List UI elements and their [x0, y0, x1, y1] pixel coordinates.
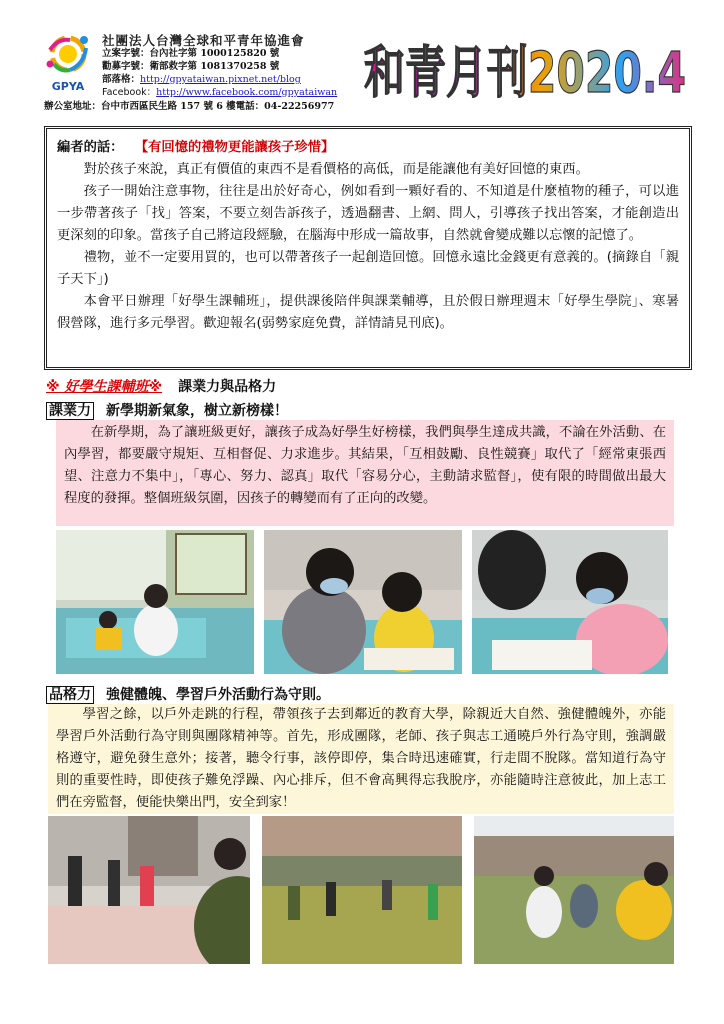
- photo-classroom-2-image: [264, 530, 462, 674]
- character-tag: 品格力: [46, 686, 94, 704]
- photo-outdoor-1-image: [48, 816, 250, 964]
- photo-outdoor-3: [474, 816, 674, 964]
- editor-paragraph: 禮物，並不一定要用買的，也可以帶著孩子一起創造回憶。回憶永遠比金錢更有意義的。(摘錄自「親子天下」): [57, 250, 679, 287]
- section-title: ※ 好學生課輔班※: [46, 379, 163, 395]
- fundraising-line: 勸募字號：衛部救字第 1081370258 號: [102, 61, 280, 72]
- blog-line: 部落格：http://gpyataiwan.pixnet.net/blog: [102, 74, 301, 85]
- character-heading: 強健體魄、學習戶外活動行為守則。: [106, 687, 330, 703]
- editor-note-box: [44, 126, 692, 370]
- academic-heading: 新學期新氣象，樹立新榜樣！: [106, 403, 288, 419]
- office-address: 辦公室地址：台中市西區民生路 157 號 6 樓電話：04-22256977: [44, 101, 335, 112]
- masthead-text: 和青月刊2020.4: [364, 41, 686, 106]
- academic-text-box: [56, 420, 674, 526]
- photo-outdoor-1: [48, 816, 250, 964]
- masthead-title: [360, 32, 690, 106]
- academic-heading-row: [46, 400, 288, 420]
- registration-line: 立案字號：台內社字第 1000125820 號: [102, 48, 280, 59]
- academic-text: 在新學期，為了讓班級更好，讓孩子成為好學生好榜樣，我們與學生達成共識，不論在外活動、在內學習，都要嚴守規矩、互相督促、力求進步。其結果，「互相鼓勵、良性競賽」取代了「經常東張西望、注意力不集中」，「專心、努力、認真」取代「容易分心，主動請求監督」，使有限的時間做出最大程度的發揮。整個班級氛圍，因孩子的轉變而有了正向的改變。: [64, 425, 666, 506]
- photo-classroom-3: [472, 530, 668, 674]
- org-name: 社團法人台灣全球和平青年協進會: [102, 33, 305, 48]
- character-text: 學習之餘，以戶外走跳的行程，帶領孩子去到鄰近的教育大學，除親近大自然、強健體魄外，亦能學習戶外活動行為守則與團隊精神等。首先，形成團隊，老師、孩子與志工通曉戶外行為守則，強調嚴格遵守，避免發生意外；接著，聽令行事，該停即停，集合時迅速確實，行走間不脫隊。當知道行為守則的重要性時，即使孩子難免浮躁、內心排斥，但不會高興得忘我脫序，亦能隨時注意彼此，加上志工們在旁監督，便能快樂出門，安全到家！: [56, 707, 666, 810]
- character-heading-row: [46, 684, 330, 704]
- photo-classroom-3-image: [472, 530, 668, 674]
- academic-tag: 課業力: [46, 402, 94, 420]
- gpya-logo: [40, 30, 96, 94]
- editor-headline: 【有回憶的禮物更能讓孩子珍惜】: [141, 140, 335, 155]
- editor-paragraph: 本會平日辦理「好學生課輔班」，提供課後陪伴與課業輔導，且於假日辦理週末「好學生學院」、寒暑假營隊，進行多元學習。歡迎報名(弱勢家庭免費，詳情請見刊底)。: [57, 294, 679, 331]
- editor-paragraph: 孩子一開始注意事物，往往是出於好奇心，例如看到一顆好看的、不知道是什麼植物的種子，可以進一步帶著孩子「找」答案，不要立刻告訴孩子，透過翻書、上網、問人，引導孩子找出答案，才能創造出更深刻的印象。當孩子自己將這段經驗，在腦海中形成一篇故事，自然就會變成難以忘懷的記憶了。: [57, 184, 679, 243]
- section-heading: [46, 376, 276, 396]
- facebook-line: Facebook：http://www.facebook.com/gpyataiwan: [102, 87, 338, 98]
- blog-link[interactable]: http://gpyataiwan.pixnet.net/blog: [140, 74, 301, 85]
- editor-label: 編者的話：: [57, 140, 124, 155]
- logo-text: GPYA: [51, 80, 85, 93]
- photo-classroom-2: [264, 530, 462, 674]
- editor-paragraph: 對於孩子來說，真正有價值的東西不是看價格的高低，而是能讓他有美好回憶的東西。: [83, 162, 589, 177]
- photo-outdoor-2: [262, 816, 462, 964]
- photo-outdoor-3-image: [474, 816, 674, 964]
- photo-classroom-1-image: [56, 530, 254, 674]
- character-text-box: [48, 704, 674, 814]
- facebook-link[interactable]: http://www.facebook.com/gpyataiwan: [156, 87, 338, 98]
- photo-outdoor-2-image: [262, 816, 462, 964]
- photo-classroom-1: [56, 530, 254, 674]
- editor-title-row: [57, 137, 679, 159]
- section-subtitle: 課業力與品格力: [178, 379, 277, 395]
